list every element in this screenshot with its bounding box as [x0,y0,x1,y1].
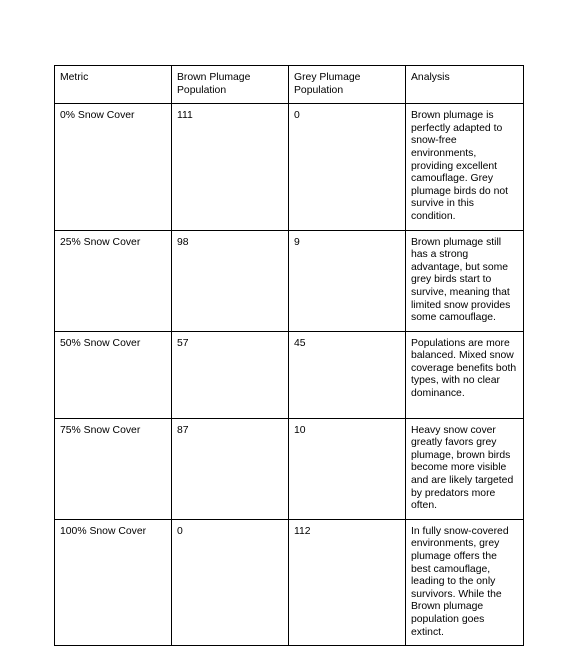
grey-population-cell: 0 [289,104,406,230]
metric-cell: 100% Snow Cover [55,519,172,645]
analysis-cell: Populations are more balanced. Mixed snow coverage benefits both types, with no clear dominance. [406,331,524,418]
metric-cell: 25% Snow Cover [55,230,172,331]
grey-population-cell: 112 [289,519,406,645]
metric-cell: 75% Snow Cover [55,418,172,519]
grey-population-cell: 9 [289,230,406,331]
metric-cell: 0% Snow Cover [55,104,172,230]
analysis-cell: Heavy snow cover greatly favors grey plumage, brown birds become more visible and are likely targeted by predators more often. [406,418,524,519]
header-analysis: Analysis [406,66,524,104]
analysis-cell: Brown plumage is perfectly adapted to snow-free environments, providing excellent camouflage. Grey plumage birds do not survive in this condition. [406,104,524,230]
table-row [55,418,524,519]
analysis-cell: Brown plumage still has a strong advantage, but some grey birds start to survive, meaning that limited snow provides some camouflage. [406,230,524,331]
brown-population-cell: 87 [172,418,289,519]
header-metric: Metric [55,66,172,104]
table-row [55,230,524,331]
header-brown-population: Brown Plumage Population [172,66,289,104]
table-header-row [55,66,524,104]
metric-cell: 50% Snow Cover [55,331,172,418]
brown-population-cell: 0 [172,519,289,645]
document-page [54,65,524,646]
grey-population-cell: 45 [289,331,406,418]
header-grey-population: Grey Plumage Population [289,66,406,104]
table-row [55,331,524,418]
table-row [55,104,524,230]
brown-population-cell: 111 [172,104,289,230]
analysis-cell: In fully snow-covered environments, grey plumage offers the best camouflage, leading to the only survivors. While the Brown plumage population goes extinct. [406,519,524,645]
snow-cover-table [54,65,524,646]
table-row [55,519,524,645]
grey-population-cell: 10 [289,418,406,519]
brown-population-cell: 57 [172,331,289,418]
brown-population-cell: 98 [172,230,289,331]
